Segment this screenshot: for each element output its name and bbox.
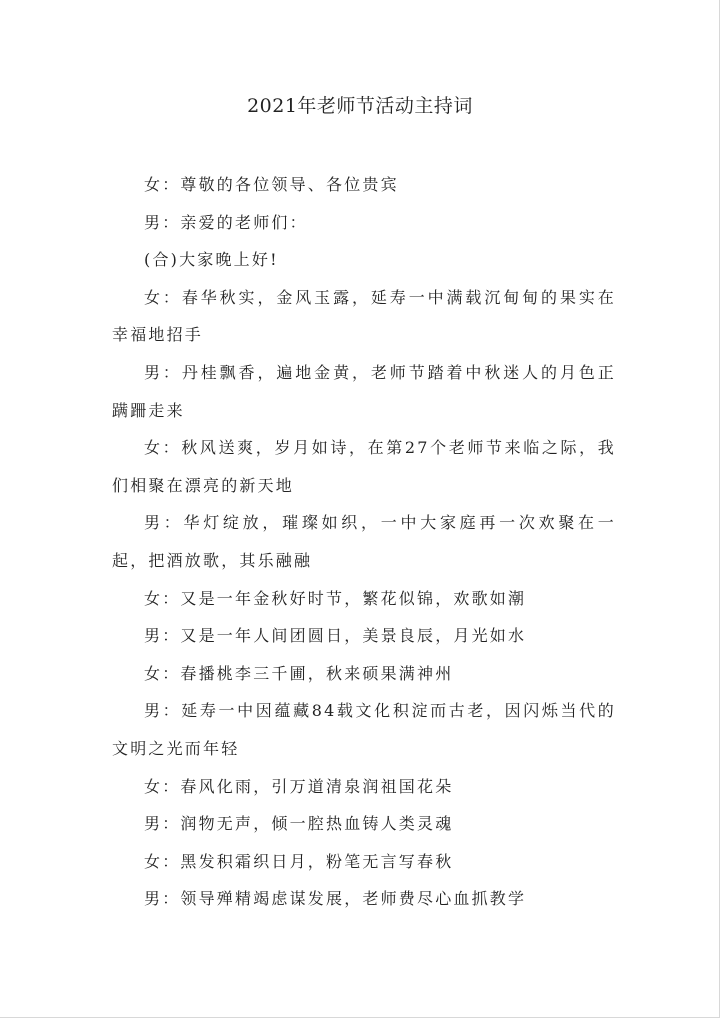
- document-title: 2021年老师节活动主持词: [247, 95, 473, 117]
- paragraph: 男：丹桂飘香，遍地金黄，老师节踏着中秋迷人的月色正蹒跚走来: [112, 362, 616, 420]
- document-body: [112, 166, 616, 918]
- paragraph: 男：又是一年人间团圆日，美景良辰，月光如水: [144, 626, 527, 646]
- paragraph: 男：润物无声，倾一腔热血铸人类灵魂: [144, 814, 454, 834]
- paragraph: 女：秋风送爽，岁月如诗，在第27个老师节来临之际，我们相聚在漂亮的新天地: [112, 438, 616, 495]
- paragraph: 男：延寿一中因蕴藏84载文化积淀而古老，因闪烁当代的文明之光而年轻: [112, 701, 616, 758]
- paragraph: 男：领导殚精竭虑谋发展，老师费尽心血抓教学: [144, 889, 527, 909]
- paragraph: (合)大家晚上好!: [144, 250, 279, 270]
- paragraph: 女：春华秋实，金风玉露，延寿一中满载沉甸甸的果实在幸福地招手: [112, 287, 616, 345]
- paragraph: 男：亲爱的老师们：: [144, 212, 308, 232]
- paragraph: 女：黑发积霜织日月，粉笔无言写春秋: [144, 851, 454, 871]
- paragraph: 女：春风化雨，引万道清泉润祖国花朵: [144, 776, 454, 796]
- paragraph: 男：华灯绽放，璀璨如织，一中大家庭再一次欢聚在一起，把酒放歌，其乐融融: [112, 513, 616, 570]
- paragraph: 女：又是一年金秋好时节，繁花似锦，欢歌如潮: [144, 588, 527, 608]
- paragraph: 女：春播桃李三千圃，秋来硕果满神州: [144, 663, 454, 683]
- paragraph: 女：尊敬的各位领导、各位贵宾: [144, 175, 399, 194]
